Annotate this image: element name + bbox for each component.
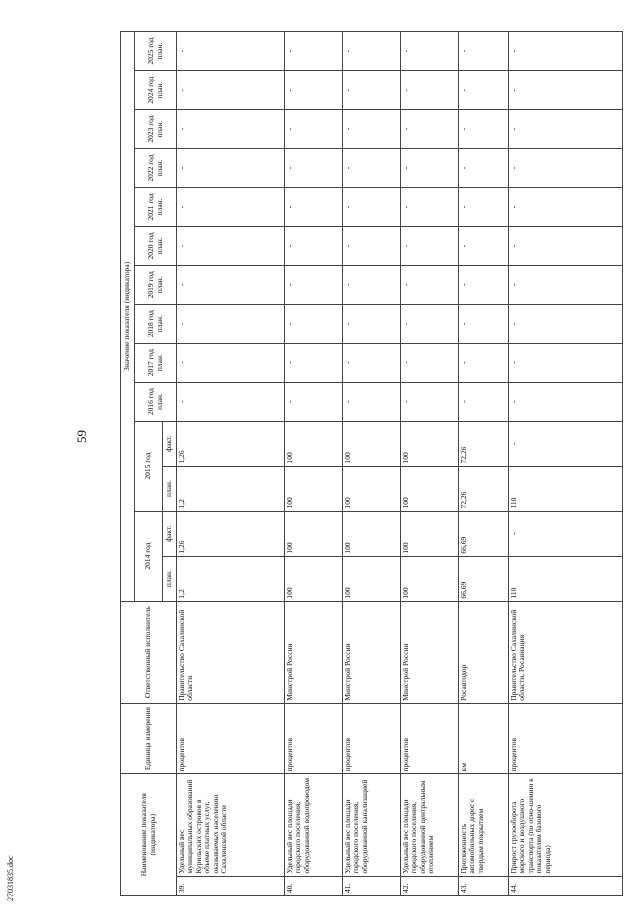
cell-2015-plan: 100 — [401, 466, 459, 511]
cell-2023: - — [459, 110, 509, 149]
table-row — [401, 32, 459, 896]
cell-2021: - — [177, 187, 285, 226]
cell-2017: - — [459, 343, 509, 382]
cell-2020: - — [177, 226, 285, 265]
cell-2014-fact: - — [509, 511, 623, 556]
row-number: 40. — [285, 876, 343, 895]
cell-2014-fact: 66,69 — [459, 511, 509, 556]
row-unit: процентов — [177, 703, 285, 774]
cell-2022: - — [459, 149, 509, 188]
cell-2024: - — [177, 71, 285, 110]
cell-2022: - — [509, 149, 623, 188]
cell-2021: - — [343, 187, 401, 226]
cell-2014-plan: 100 — [343, 556, 401, 601]
cell-2015-plan: 100 — [285, 466, 343, 511]
cell-2014-plan: 110 — [509, 556, 623, 601]
cell-2014-plan: 66,69 — [459, 556, 509, 601]
header-2025: 2025 год план. — [135, 32, 177, 71]
header-2017: 2017 год план. — [135, 343, 177, 382]
header-executor: Ответственный исполнитель — [121, 601, 177, 703]
cell-2022: - — [177, 149, 285, 188]
cell-2022: - — [285, 149, 343, 188]
cell-2016: - — [459, 382, 509, 421]
table-row — [459, 32, 509, 896]
cell-2015-fact: 100 — [343, 421, 401, 466]
row-executor: Правительство Сахалинской области, Росавиация — [509, 601, 623, 703]
row-unit: км — [459, 703, 509, 774]
file-name: 27031835.doc — [6, 855, 15, 901]
table-header — [121, 32, 177, 896]
cell-2018: - — [509, 304, 623, 343]
cell-2021: - — [401, 187, 459, 226]
rotated-table-container — [120, 31, 622, 896]
header-name: Наименование показателя (индикатора) — [121, 774, 177, 896]
cell-2023: - — [285, 110, 343, 149]
cell-2015-plan: 1,2 — [177, 466, 285, 511]
cell-2018: - — [285, 304, 343, 343]
cell-2023: - — [509, 110, 623, 149]
cell-2024: - — [285, 71, 343, 110]
header-2023: 2023 год план. — [135, 110, 177, 149]
cell-2017: - — [177, 343, 285, 382]
row-executor: Минстрой России — [401, 601, 459, 703]
table-row — [177, 32, 285, 896]
cell-2025: - — [177, 32, 285, 71]
cell-2024: - — [401, 71, 459, 110]
row-unit: процентов — [343, 703, 401, 774]
cell-2014-fact: 1,26 — [177, 511, 285, 556]
header-2020: 2020 год план. — [135, 226, 177, 265]
cell-2017: - — [509, 343, 623, 382]
row-name: Удельный вес площади городского поселения, оборудованной водопроводом — [285, 774, 343, 876]
header-2016: 2016 год план. — [135, 382, 177, 421]
cell-2014-plan: 1,2 — [177, 556, 285, 601]
header-2014: 2014 год — [135, 511, 163, 601]
header-2019: 2019 год план. — [135, 265, 177, 304]
header-2015: 2015 год — [135, 421, 163, 511]
header-values-group: Значение показателя (индикатора) — [121, 32, 135, 602]
cell-2015-fact: 100 — [285, 421, 343, 466]
cell-2023: - — [401, 110, 459, 149]
row-number: 41. — [343, 876, 401, 895]
header-2014-plan: план. — [163, 556, 177, 601]
row-unit: процентов — [401, 703, 459, 774]
row-name: Удельный вес площади городского поселения, оборудованной канализацией — [343, 774, 401, 876]
cell-2014-fact: 100 — [343, 511, 401, 556]
header-2024: 2024 год план. — [135, 71, 177, 110]
row-number: 44. — [509, 876, 623, 895]
row-number: 39. — [177, 876, 285, 895]
cell-2015-plan: 110 — [509, 466, 623, 511]
cell-2015-plan: 100 — [343, 466, 401, 511]
cell-2014-plan: 100 — [401, 556, 459, 601]
row-executor: Минстрой России — [285, 601, 343, 703]
cell-2018: - — [343, 304, 401, 343]
cell-2014-fact: 100 — [285, 511, 343, 556]
table-row — [343, 32, 401, 896]
row-unit: процентов — [285, 703, 343, 774]
cell-2015-fact: 72,26 — [459, 421, 509, 466]
row-number: 43. — [459, 876, 509, 895]
cell-2019: - — [509, 265, 623, 304]
row-number: 42. — [401, 876, 459, 895]
cell-2025: - — [459, 32, 509, 71]
cell-2020: - — [509, 226, 623, 265]
cell-2025: - — [509, 32, 623, 71]
cell-2023: - — [343, 110, 401, 149]
cell-2024: - — [343, 71, 401, 110]
row-name: Удельный вес площади городского поселения, оборудованной центральным отоплением — [401, 774, 459, 876]
row-unit: процентов — [509, 703, 623, 774]
cell-2015-plan: 72,26 — [459, 466, 509, 511]
row-executor: Минстрой России — [343, 601, 401, 703]
header-2015-fact: факт. — [163, 421, 177, 466]
cell-2017: - — [343, 343, 401, 382]
cell-2015-fact: - — [509, 421, 623, 466]
cell-2016: - — [509, 382, 623, 421]
cell-2020: - — [401, 226, 459, 265]
cell-2025: - — [285, 32, 343, 71]
cell-2018: - — [177, 304, 285, 343]
table-row — [509, 32, 623, 896]
cell-2018: - — [459, 304, 509, 343]
cell-2019: - — [177, 265, 285, 304]
cell-2020: - — [285, 226, 343, 265]
cell-2024: - — [459, 71, 509, 110]
cell-2016: - — [343, 382, 401, 421]
row-executor: Росавтодор — [459, 601, 509, 703]
header-2021: 2021 год план. — [135, 187, 177, 226]
cell-2017: - — [285, 343, 343, 382]
cell-2023: - — [177, 110, 285, 149]
cell-2014-fact: 100 — [401, 511, 459, 556]
row-executor: Правительство Сахалинской области — [177, 601, 285, 703]
cell-2014-plan: 100 — [285, 556, 343, 601]
cell-2024: - — [509, 71, 623, 110]
cell-2016: - — [401, 382, 459, 421]
header-unit: Единица измерения — [121, 703, 177, 774]
header-2014-fact: факт. — [163, 511, 177, 556]
cell-2022: - — [343, 149, 401, 188]
cell-2018: - — [401, 304, 459, 343]
page-number: 59 — [74, 430, 89, 443]
cell-2021: - — [459, 187, 509, 226]
cell-2022: - — [401, 149, 459, 188]
cell-2021: - — [509, 187, 623, 226]
cell-2016: - — [285, 382, 343, 421]
cell-2019: - — [459, 265, 509, 304]
cell-2021: - — [285, 187, 343, 226]
cell-2016: - — [177, 382, 285, 421]
header-2018: 2018 год план. — [135, 304, 177, 343]
row-name: Удельный вес муниципальных образований Курильских островов в объеме платных услуг, оказываемых населению Сахалинской области — [177, 774, 285, 876]
table-row — [285, 32, 343, 896]
cell-2015-fact: 100 — [401, 421, 459, 466]
header-2022: 2022 год план. — [135, 149, 177, 188]
row-name: Прирост грузооборота морского и воздушного транспорта (по отно-шению к показателям базового периода) — [509, 774, 623, 876]
header-2015-plan: план. — [163, 466, 177, 511]
cell-2019: - — [343, 265, 401, 304]
cell-2019: - — [401, 265, 459, 304]
row-name: Протяженность автомобильных дорог с твердым покрытием — [459, 774, 509, 876]
cell-2017: - — [401, 343, 459, 382]
cell-2020: - — [459, 226, 509, 265]
cell-2025: - — [343, 32, 401, 71]
cell-2019: - — [285, 265, 343, 304]
cell-2015-fact: 1,26 — [177, 421, 285, 466]
indicator-table — [120, 31, 623, 896]
cell-2025: - — [401, 32, 459, 71]
cell-2020: - — [343, 226, 401, 265]
